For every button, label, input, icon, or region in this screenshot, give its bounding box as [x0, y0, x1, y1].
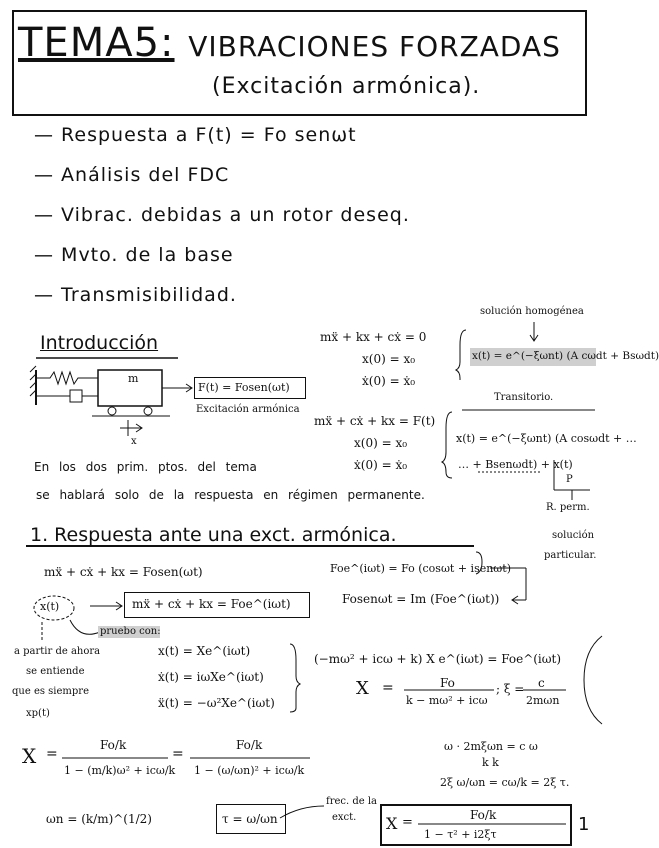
mid-numerator: Fo/k [236, 738, 263, 752]
relation-1: ω · 2mξωn = c ω [444, 740, 538, 753]
page-subtitle: (Excitación armónica). [212, 74, 481, 99]
equals: = [172, 746, 184, 762]
mass-label: m [128, 372, 139, 385]
final-numerator: Fo/k [470, 808, 497, 822]
section1-eq: mẍ + cẋ + kx = Fosen(ωt) [44, 565, 203, 579]
X-symbol: X [22, 744, 37, 768]
frec-label: frec. de la [326, 796, 378, 807]
list-item: — Respuesta a F(t) = Fo senωt [34, 124, 357, 146]
complex-eq: mẍ + cẋ + kx = Foe^(iωt) [132, 597, 291, 611]
imag-part-eq: Fosenωt = Im (Foe^(iωt)) [342, 592, 500, 606]
X-symbol: X [356, 678, 369, 699]
trial-eq-2: ẋ(t) = iωXe^(iωt) [158, 670, 264, 684]
tema-title: VIBRACIONES FORZADAS [188, 30, 561, 63]
page-number: 1 [578, 814, 590, 835]
solucion-label: solución [552, 530, 595, 541]
list-item-text: Análisis del FDC [61, 164, 230, 186]
hom-solution: x(t) = e^(−ξωnt) (A cωdt + Bsωdt) [472, 350, 659, 362]
list-item: — Mvto. de la base [34, 244, 234, 266]
list-item: — Vibrac. debidas a un rotor deseq. [34, 204, 410, 226]
tau-eq: τ = ω/ωn [222, 812, 278, 826]
forced-solution-1: x(t) = e^(−ξωnt) (A cosωdt + … [456, 432, 637, 445]
eq-forced-1: mẍ + cẋ + kx = F(t) [314, 414, 436, 428]
eq-hom-1: mẍ + kx + cẋ = 0 [320, 330, 427, 344]
equals: = [46, 746, 58, 762]
list-item-text: Mvto. de la base [61, 244, 234, 266]
relation-2: 2ξ ω/ωn = cω/k = 2ξ τ. [440, 776, 570, 789]
wn-eq: ωn = (k/m)^(1/2) [46, 812, 152, 826]
note-line: xp(t) [26, 708, 50, 719]
force-text: F(t) = Fosen(ωt) [198, 381, 290, 394]
eq-forced-2: x(0) = x₀ [354, 436, 408, 450]
note-line: se entiende [26, 666, 85, 677]
trial-eq-3: ẍ(t) = −ω²Xe^(iωt) [158, 696, 275, 710]
pruebo-label: pruebo con: [100, 626, 161, 637]
X-numerator: Fo [440, 676, 455, 690]
note-line: que es siempre [12, 686, 89, 697]
xt-label: x(t) [40, 600, 60, 613]
intro-text-2: se hablará solo de la respuesta en régimen permanente. [36, 488, 425, 502]
eq-forced-3: ẋ(0) = ẋ₀ [354, 458, 408, 472]
X-symbol: X [386, 814, 398, 833]
list-item: — Análisis del FDC [34, 164, 230, 186]
intro-text-1: En los dos prim. ptos. del tema [34, 460, 257, 474]
force-caption: Excitación armónica [196, 404, 300, 415]
rperm-label: R. perm. [546, 502, 590, 513]
hom-label: solución homogénea [480, 306, 584, 317]
big-numerator: Fo/k [100, 738, 127, 752]
frec-label-2: exct. [332, 812, 357, 823]
xi-numerator: c [538, 676, 545, 690]
xi-denominator: 2mωn [526, 694, 560, 707]
list-item-text: Transmisibilidad. [61, 284, 237, 306]
list-item-text: Vibrac. debidas a un rotor deseq. [61, 204, 410, 226]
euler-eq: Foe^(iωt) = Fo (cosωt + isenωt) [330, 562, 511, 575]
forced-solution-2: … + Bsenωdt) + x(t) [458, 458, 573, 471]
intro-heading: Introducción [40, 332, 159, 354]
xp-subscript: P [566, 474, 573, 485]
note-line: a partir de ahora [14, 646, 101, 657]
xi-lhs: ; ξ = [496, 682, 525, 696]
eq-hom-2: x(0) = x₀ [362, 352, 416, 366]
big-denominator: 1 − (m/k)ω² + icω/k [64, 764, 176, 777]
trial-eq-1: x(t) = Xe^(iωt) [158, 644, 251, 658]
x-label: x [131, 436, 137, 447]
section1-heading: 1. Respuesta ante una exct. armónica. [30, 524, 397, 546]
eq-hom-3: ẋ(0) = ẋ₀ [362, 374, 416, 388]
X-denominator: k − mω² + icω [406, 694, 488, 707]
mid-denominator: 1 − (ω/ωn)² + icω/k [194, 764, 305, 777]
final-denominator: 1 − τ² + i2ξτ [424, 828, 497, 841]
tema-label: TEMA5: [18, 20, 175, 66]
list-item: — Transmisibilidad. [34, 284, 237, 306]
equals: = [382, 680, 394, 696]
particular-label: particular. [544, 550, 597, 561]
transitorio-label: Transitorio. [494, 392, 554, 403]
equals: = [402, 815, 413, 830]
char-eq: (−mω² + icω + k) X e^(iωt) = Foe^(iωt) [314, 652, 562, 666]
relation-1-den: k k [482, 756, 499, 769]
list-item-text: Respuesta a F(t) = Fo senωt [61, 124, 357, 146]
